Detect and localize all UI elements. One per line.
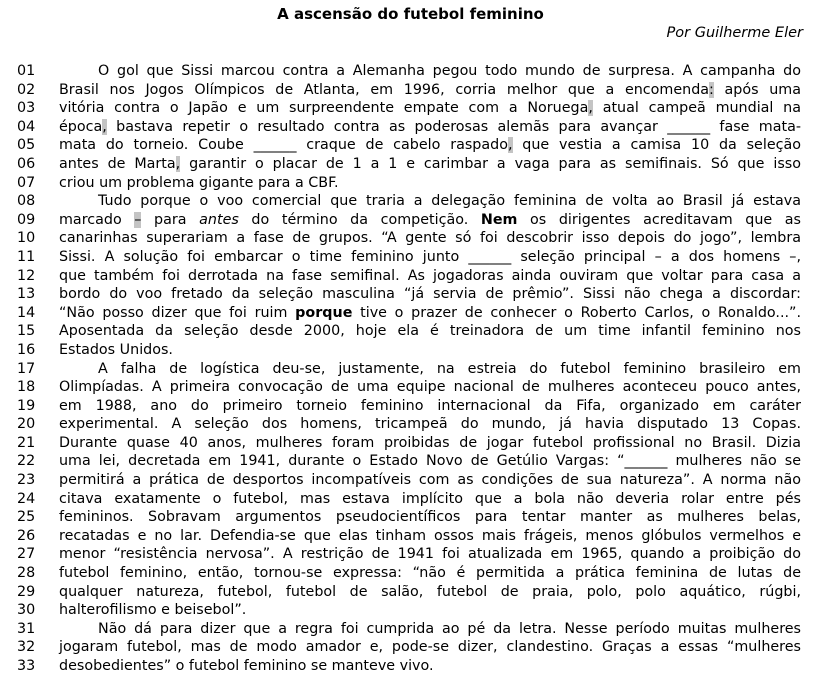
text-segment: em 1988, ano do primeiro torneio feminino internacional da Fifa, organizado em caráter [59, 397, 801, 414]
line-text [59, 174, 801, 193]
text-line [0, 211, 821, 230]
line-number: 13 [17, 286, 36, 303]
text-line [0, 174, 821, 193]
text-segment: Durante quase 40 anos, mulheres foram proibidas de jogar futebol profissional no Brasil. Dizia [59, 434, 801, 451]
text-segment: Brasil nos Jogos Olímpicos de Atlanta, em 1996, corria melhor que a encomenda [59, 81, 710, 98]
text-line [0, 527, 821, 546]
text-segment: femininos. Sobravam argumentos pseudocientíficos para tentar manter as mulheres belas, [59, 509, 801, 526]
line-text [59, 322, 801, 341]
line-number: 19 [17, 397, 36, 414]
text-line [0, 508, 821, 527]
text-segment: mata do torneio. Coube ______ craque de cabelo raspado [59, 137, 508, 154]
text-segment: jogaram futebol, mas de modo amador e, pode-se dizer, clandestino. Graças a essas “mulheres [59, 639, 801, 656]
line-text [59, 81, 801, 100]
line-text [59, 564, 801, 583]
text-line [0, 99, 821, 118]
text-segment: os dirigentes acreditavam que as [517, 211, 801, 228]
line-number: 30 [17, 602, 36, 619]
text-line [0, 267, 821, 286]
text-line [0, 304, 821, 323]
line-number: 20 [17, 416, 36, 433]
line-number: 16 [17, 341, 36, 358]
line-text [59, 508, 801, 527]
text-line [0, 285, 821, 304]
text-segment: garantir o placar de 1 a 1 e carimbar a vaga para as semifinais. Só que isso [180, 155, 801, 172]
text-segment: atual campeã mundial na [592, 100, 801, 117]
text-segment: Não dá para dizer que a regra foi cumprida ao pé da letra. Nesse período muitas mulheres [98, 620, 801, 637]
text-segment: halterofilismo e beisebol”. [59, 602, 247, 619]
text-line [0, 118, 821, 137]
text-line [0, 341, 821, 360]
text-line [0, 378, 821, 397]
line-text [59, 471, 801, 490]
text-line [0, 452, 821, 471]
highlighted-mark: – [134, 211, 142, 228]
text-segment: para [141, 211, 200, 228]
line-number: 24 [17, 490, 36, 507]
text-line [0, 136, 821, 155]
text-line [0, 638, 821, 657]
text-line [0, 601, 821, 620]
article-author: Por Guilherme Eler [666, 25, 803, 41]
line-text [59, 118, 801, 137]
text-line [0, 322, 821, 341]
text-line [0, 434, 821, 453]
text-segment: “Não posso dizer que foi ruim [59, 304, 296, 321]
line-text [59, 527, 801, 546]
line-number: 32 [17, 639, 36, 656]
line-number: 05 [17, 137, 36, 154]
line-number: 03 [17, 100, 36, 117]
line-number: 31 [17, 620, 36, 637]
line-number: 08 [17, 193, 36, 210]
text-line [0, 657, 821, 676]
line-text [59, 620, 801, 639]
text-segment: criou um problema gigante para a CBF. [59, 174, 339, 191]
line-number: 18 [17, 379, 36, 396]
text-segment: vitória contra o Japão e um surpreendente empate com a Noruega [59, 100, 589, 117]
line-text [59, 415, 801, 434]
text-segment: que vestia a camisa 10 da seleção [512, 137, 801, 154]
line-number: 23 [17, 472, 36, 489]
text-segment: A falha de logística deu-se, justamente, na estreia do futebol feminino brasileiro em [98, 360, 801, 377]
line-number: 04 [17, 118, 36, 135]
line-text [59, 434, 801, 453]
text-segment: O gol que Sissi marcou contra a Alemanha pegou todo mundo de surpresa. A campanha do [98, 63, 801, 79]
text-segment: experimental. A seleção dos homens, tricampeã do mundo, já havia disputado 13 Copas. [59, 416, 801, 433]
line-text [59, 397, 801, 416]
line-text [59, 341, 801, 360]
text-segment: Estados Unidos. [59, 341, 173, 358]
line-text [59, 452, 801, 471]
line-number: 22 [17, 453, 36, 470]
line-text [59, 285, 801, 304]
line-number: 29 [17, 583, 36, 600]
article-body [0, 62, 821, 676]
line-number: 27 [17, 546, 36, 563]
line-text [59, 583, 801, 602]
text-segment: canarinhas superariam a fase de grupos. “A gente só foi descobrir isso depois do jogo”, lembra [59, 230, 801, 247]
bold-word: porque [295, 304, 353, 321]
text-line [0, 545, 821, 564]
text-segment: bastava repetir o resultado contra as poderosas alemãs para avançar ______ fase mata- [106, 118, 801, 135]
text-line [0, 620, 821, 639]
text-line [0, 397, 821, 416]
text-segment: Aposentada da seleção desde 2000, hoje ela é treinadora de um time infantil feminino nos [59, 323, 801, 340]
text-segment: marcado [59, 211, 135, 228]
line-number: 12 [17, 267, 36, 284]
line-text [59, 638, 801, 657]
text-line [0, 583, 821, 602]
text-line [0, 564, 821, 583]
highlighted-mark: , [102, 118, 107, 135]
text-segment: do término da competição. [238, 211, 481, 228]
line-text [59, 248, 801, 267]
line-text [59, 229, 801, 248]
text-segment: menor “resistência nervosa”. A restrição de 1941 foi atualizada em 1965, quando a proibição do [59, 546, 801, 563]
line-number: 11 [17, 248, 36, 265]
line-number: 10 [17, 230, 36, 247]
line-number: 26 [17, 527, 36, 544]
text-line [0, 62, 821, 81]
line-number: 21 [17, 434, 36, 451]
highlighted-mark: : [709, 81, 714, 98]
highlighted-mark: , [175, 155, 181, 172]
text-line [0, 192, 821, 211]
line-number: 01 [17, 63, 36, 79]
text-segment: qualquer natureza, futebol, futebol de salão, futebol de praia, polo, polo aquático, rúgbi, [59, 583, 801, 600]
text-segment: recatadas e no lar. Defendia-se que elas tinham ossos mais frágeis, menos glóbulos vermelhos e [59, 527, 801, 544]
line-text [59, 490, 801, 509]
text-segment: citava exatamente o futebol, mas estava implícito que a bola não deveria rolar entre pés [59, 490, 801, 507]
highlighted-mark: , [588, 100, 593, 117]
line-number: 33 [17, 658, 36, 674]
text-segment: Sissi. A solução foi embarcar o time feminino junto ______ seleção principal – a dos homens –, [59, 248, 801, 265]
text-line [0, 155, 821, 174]
line-text [59, 360, 801, 379]
line-text [59, 62, 801, 81]
text-line [0, 81, 821, 100]
line-number: 14 [17, 304, 36, 321]
text-segment: desobedientes” o futebol feminino se manteve vivo. [59, 658, 434, 674]
text-line [0, 490, 821, 509]
text-line [0, 360, 821, 379]
line-text [59, 99, 801, 118]
article-title: A ascensão do futebol feminino [277, 5, 544, 23]
line-text [59, 545, 801, 564]
line-text [59, 378, 801, 397]
line-number: 02 [17, 81, 36, 98]
text-segment: bordo do voo fretado da seleção masculina “já servia de prêmio”. Sissi não chega a discordar: [59, 286, 801, 303]
line-number: 25 [17, 509, 36, 526]
italic-word: antes [199, 211, 239, 228]
text-segment: uma lei, decretada em 1941, durante o Estado Novo de Getúlio Vargas: “______ mulheres não se [59, 453, 801, 470]
line-text [59, 192, 801, 211]
line-number: 17 [17, 360, 36, 377]
bold-word: Nem [480, 211, 518, 228]
text-segment: Tudo porque o voo comercial que traria a delegação feminina de volta ao Brasil já estava [98, 193, 801, 210]
line-text [59, 136, 801, 155]
text-line [0, 415, 821, 434]
line-number: 09 [17, 211, 36, 228]
text-segment: tive o prazer de conhecer o Roberto Carlos, o Ronaldo...”. [352, 304, 801, 321]
line-text [59, 601, 801, 620]
text-segment: após uma [713, 81, 801, 98]
line-number: 07 [17, 174, 36, 191]
text-segment: antes de Marta [59, 155, 176, 172]
line-text [59, 267, 801, 286]
text-line [0, 248, 821, 267]
text-segment: que também foi derrotada na fase semifinal. As jogadoras ainda ouviram que voltar para casa a [59, 267, 801, 284]
text-segment: época [59, 118, 103, 135]
line-text [59, 211, 801, 230]
line-number: 15 [17, 323, 36, 340]
line-number: 28 [17, 565, 36, 582]
text-line [0, 471, 821, 490]
text-segment: futebol feminino, então, tornou-se expressa: “não é permitida a prática feminina de lutas de [59, 565, 801, 582]
line-text [59, 155, 801, 174]
text-segment: Olimpíadas. A primeira convocação de uma equipe nacional de mulheres aconteceu pouco antes, [59, 379, 801, 396]
line-text [59, 657, 801, 676]
text-segment: permitirá a prática de desportos incompatíveis com as condições de sua natureza”. A norma não [59, 472, 801, 489]
highlighted-mark: , [507, 137, 513, 154]
line-text [59, 304, 801, 323]
line-number: 06 [17, 155, 36, 172]
text-line [0, 229, 821, 248]
